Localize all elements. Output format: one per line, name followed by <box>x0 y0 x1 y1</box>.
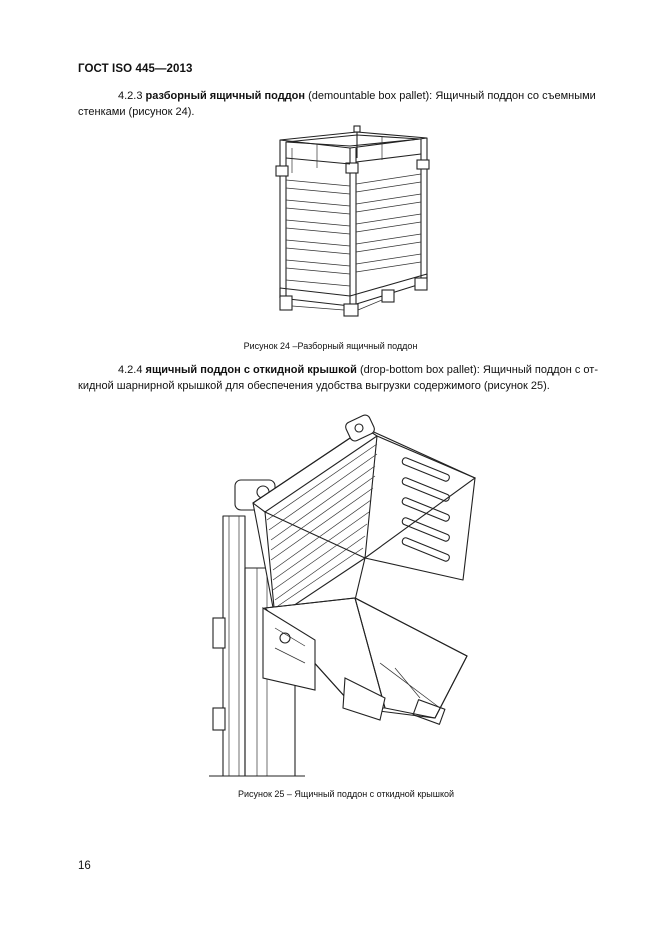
document-header: ГОСТ ISO 445—2013 <box>78 63 193 75</box>
section-definition: Ящичный поддон со съемными <box>435 90 596 102</box>
figure-25-caption: Рисунок 25 – Ящичный поддон с откидной крышкой <box>237 789 455 799</box>
section-english-term: (drop-bottom box pallet): <box>359 364 480 376</box>
section-english-term: (demountable box pallet): <box>308 90 433 102</box>
figure-24-demountable-box-pallet <box>262 118 437 318</box>
section-number: 4.2.3 <box>118 90 143 102</box>
section-4-2-3 <box>78 88 618 120</box>
section-definition-cont: кидной шарнирной крышкой для обеспечения удобства выгрузки содержимого (рисунок 25). <box>78 380 550 392</box>
figure-24-caption: Рисунок 24 –Разборный ящичный поддон <box>243 341 418 351</box>
section-number: 4.2.4 <box>118 364 143 376</box>
section-definition: Ящичный поддон с от- <box>482 364 598 376</box>
section-4-2-4 <box>78 362 618 394</box>
section-definition-cont: стенками (рисунок 24). <box>78 106 195 118</box>
page-number: 16 <box>78 860 91 872</box>
section-term: ящичный поддон с откидной крышкой <box>145 364 357 376</box>
section-term: разборный ящичный поддон <box>145 90 306 102</box>
figure-25-drop-bottom-box-pallet <box>205 408 490 783</box>
